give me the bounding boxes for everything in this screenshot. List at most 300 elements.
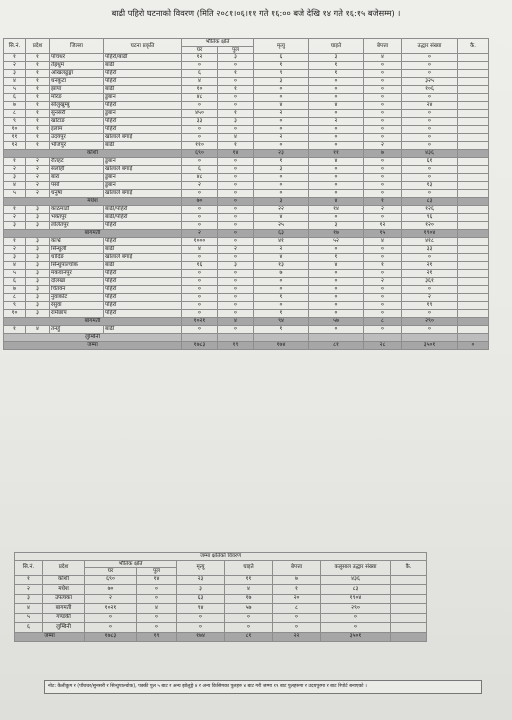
table-cell: ० (182, 134, 218, 142)
table-cell: १०२१ (85, 604, 137, 614)
table-cell: उपत्यका (43, 594, 85, 604)
table-cell: डुबान (104, 174, 182, 182)
table-row (4, 134, 489, 142)
table-cell: ४१८ (402, 238, 458, 246)
summary-row (15, 604, 427, 614)
table-cell: १ (254, 310, 309, 318)
table-cell: ९६ (402, 214, 458, 222)
table-cell: पहिरो (104, 302, 182, 310)
table-cell: ० (182, 214, 218, 222)
row-label: बागमती (4, 230, 182, 238)
table-cell: ५७ (225, 604, 273, 614)
table-cell: ३ (4, 174, 26, 182)
table-cell: १४ (309, 206, 364, 214)
table-cell: बाढी (104, 142, 182, 150)
table-cell: २२ (254, 206, 309, 214)
table-cell (458, 302, 489, 310)
table-cell: ५ (4, 86, 26, 94)
table-cell: सोलुखुम्बु (50, 102, 104, 110)
table-cell: २ (26, 174, 50, 182)
table-cell: १३ (402, 182, 458, 190)
header-remarks: कै. (458, 39, 489, 54)
table-cell: ० (254, 286, 309, 294)
table-cell: १०२१ (182, 318, 218, 326)
table-cell: ० (364, 134, 402, 142)
table-cell: सिन्धुपाल्चोक (50, 262, 104, 270)
table-cell: ० (218, 230, 254, 238)
table-cell: १ (364, 198, 402, 206)
table-cell: २ (254, 110, 309, 118)
table-cell: ० (402, 70, 458, 78)
table-cell: ४ (4, 78, 26, 86)
table-cell: ११० (182, 142, 218, 150)
table-cell: ८ (4, 294, 26, 302)
table-cell: ० (364, 326, 402, 334)
table-row (4, 126, 489, 134)
subtotal-row (4, 230, 489, 238)
table-cell: ० (402, 326, 458, 334)
table-cell: ० (177, 623, 225, 633)
table-cell: बाढी/पहिरो (104, 214, 182, 222)
table-cell: २ (254, 134, 309, 142)
table-cell: ५७ (309, 318, 364, 326)
table-cell: ४ (218, 134, 254, 142)
table-cell: ७० (85, 585, 137, 595)
table-cell: ० (309, 310, 364, 318)
table-cell: ० (309, 94, 364, 102)
table-cell: ५ (4, 270, 26, 278)
table-row (4, 326, 489, 334)
table-cell: पहिरो (104, 310, 182, 318)
table-cell: १७ (225, 594, 273, 604)
table-row (4, 94, 489, 102)
table-cell: ० (309, 286, 364, 294)
table-cell: ० (402, 118, 458, 126)
summary-header-deaths: मृत्यु (177, 560, 225, 575)
table-row (4, 294, 489, 302)
table-cell (458, 174, 489, 182)
summary-header-houses: घर (85, 568, 137, 576)
header-rescued: उद्धार संख्या (402, 39, 458, 54)
table-row (4, 54, 489, 62)
table-cell: सिन्धुली (50, 246, 104, 254)
table-cell: ० (402, 62, 458, 70)
table-cell: १ (26, 86, 50, 94)
table-cell: १९०४ (402, 230, 458, 238)
table-cell: ४ (4, 182, 26, 190)
table-cell: ० (364, 166, 402, 174)
table-cell: ० (182, 206, 218, 214)
table-cell: ओखलढुङ्गा (50, 70, 104, 78)
table-cell: २ (4, 166, 26, 174)
table-cell: ३ (309, 222, 364, 230)
table-cell (458, 158, 489, 166)
table-cell: १२० (402, 222, 458, 230)
table-cell: ३ (26, 222, 50, 230)
table-cell: बागमती (43, 604, 85, 614)
table-cell: खोलाले बगाई (104, 166, 182, 174)
table-cell (391, 632, 427, 642)
table-cell: ० (364, 78, 402, 86)
table-cell: ३ (254, 166, 309, 174)
summary-header-bridges: पुल (137, 568, 177, 576)
table-cell: ४८ (182, 94, 218, 102)
table-row (4, 238, 489, 246)
row-label: मधेश (4, 198, 182, 206)
summary-row (15, 594, 427, 604)
table-cell: १९ (402, 302, 458, 310)
table-cell (218, 334, 254, 342)
table-cell: ३५०१ (321, 632, 391, 642)
table-cell: पहिरो (104, 78, 182, 86)
table-cell: ३ (26, 286, 50, 294)
table-cell (182, 334, 218, 342)
table-cell: १ (309, 254, 364, 262)
table-cell: ४ (309, 158, 364, 166)
table-cell: डुबान (104, 110, 182, 118)
table-cell: १ (254, 326, 309, 334)
table-cell: ३ (26, 262, 50, 270)
table-row (4, 174, 489, 182)
table-cell: ७ (4, 286, 26, 294)
table-cell: २ (402, 294, 458, 302)
table-cell: रौतहट (50, 158, 104, 166)
table-cell: ० (364, 294, 402, 302)
table-cell: ० (218, 198, 254, 206)
table-row (4, 286, 489, 294)
table-cell (364, 334, 402, 342)
table-cell: ० (182, 326, 218, 334)
table-cell: पाँचथर (50, 54, 104, 62)
table-cell: २ (85, 594, 137, 604)
table-cell: बाढी (104, 246, 182, 254)
table-cell: ० (218, 62, 254, 70)
table-cell: १ (26, 70, 50, 78)
table-cell: ० (364, 246, 402, 254)
table-cell: ० (182, 278, 218, 286)
table-cell: ७० (182, 198, 218, 206)
table-cell: १ (254, 62, 309, 70)
table-cell (458, 166, 489, 174)
table-cell: २० (273, 594, 321, 604)
table-cell (458, 94, 489, 102)
table-cell: बाढी/पहिरो (104, 206, 182, 214)
table-cell: १२ (4, 142, 26, 150)
table-cell: ० (218, 94, 254, 102)
table-row (4, 142, 489, 150)
table-cell: रामेछाप (50, 310, 104, 318)
table-cell: ० (402, 134, 458, 142)
table-cell: २५ (254, 222, 309, 230)
table-cell: ० (273, 613, 321, 623)
table-cell: १ (26, 134, 50, 142)
table-cell: २ (182, 182, 218, 190)
table-cell: पहिरो (104, 222, 182, 230)
table-cell: ० (182, 302, 218, 310)
table-cell: ० (218, 78, 254, 86)
table-cell: ४ (182, 246, 218, 254)
table-body (4, 54, 489, 350)
subtotal-row (4, 318, 489, 326)
table-cell: धनकुटा (50, 78, 104, 86)
table-cell: ० (254, 94, 309, 102)
header-houses: घर (182, 46, 218, 54)
table-cell: १५ (364, 230, 402, 238)
table-cell: १६ (182, 262, 218, 270)
table-cell: ० (218, 326, 254, 334)
table-cell: १०६ (402, 86, 458, 94)
table-cell: ३३ (182, 118, 218, 126)
table-cell: ८ (273, 604, 321, 614)
table-row (4, 246, 489, 254)
table-cell: ० (218, 126, 254, 134)
table-cell: ० (309, 110, 364, 118)
table-cell: ७ (273, 575, 321, 585)
table-cell (458, 110, 489, 118)
header-province: प्रदेश (26, 39, 50, 54)
table-cell: ३ (4, 70, 26, 78)
table-cell: उदयपुर (50, 134, 104, 142)
table-cell: ० (254, 174, 309, 182)
table-cell: ५ (15, 613, 43, 623)
table-cell: ९ (4, 302, 26, 310)
summary-header-province: प्रदेश (43, 560, 85, 575)
table-cell: धनुषा (50, 190, 104, 198)
table-cell: १७ (309, 230, 364, 238)
summary-row (15, 585, 427, 595)
table-cell: ११ (225, 575, 273, 585)
table-cell: १ (218, 86, 254, 94)
table-cell: १७४ (177, 632, 225, 642)
table-cell (458, 190, 489, 198)
table-cell: ३ (4, 254, 26, 262)
table-cell: ६ (182, 70, 218, 78)
table-cell: ० (273, 623, 321, 633)
table-cell (458, 334, 489, 342)
table-cell: ० (218, 310, 254, 318)
table-cell: ० (364, 254, 402, 262)
table-cell: ० (364, 62, 402, 70)
table-cell (458, 198, 489, 206)
table-cell: ० (402, 190, 458, 198)
table-cell (458, 246, 489, 254)
table-row (4, 78, 489, 86)
table-cell: १२ (182, 54, 218, 62)
table-cell: ० (182, 102, 218, 110)
table-cell: १ (364, 262, 402, 270)
table-cell: मकवानपुर (50, 270, 104, 278)
summary-header-physical: भौतिक क्षति (85, 560, 177, 568)
table-cell: २ (182, 230, 218, 238)
table-cell (458, 238, 489, 246)
table-cell: ० (254, 126, 309, 134)
table-cell: १७८३ (182, 342, 218, 350)
table-cell: १००० (182, 238, 218, 246)
table-cell: ४ (364, 238, 402, 246)
table-cell: २ (309, 118, 364, 126)
table-cell: ३ (26, 254, 50, 262)
table-cell: ० (364, 118, 402, 126)
table-cell (458, 230, 489, 238)
table-cell: ० (254, 302, 309, 310)
table-cell: ४ (26, 326, 50, 334)
table-cell: ३ (4, 222, 26, 230)
table-cell (458, 182, 489, 190)
table-cell: १९ (137, 632, 177, 642)
table-cell: ८ (364, 318, 402, 326)
table-cell: १ (15, 575, 43, 585)
table-cell: ० (364, 70, 402, 78)
table-cell: ० (309, 278, 364, 286)
table-cell: २३ (177, 575, 225, 585)
table-cell: ० (218, 294, 254, 302)
table-cell: ३ (254, 198, 309, 206)
table-cell: ३ (26, 214, 50, 222)
table-cell: २ (26, 166, 50, 174)
table-cell: १० (4, 126, 26, 134)
row-label: जम्मा (15, 632, 85, 642)
table-cell: बाढी (104, 262, 182, 270)
table-cell: १ (4, 326, 26, 334)
table-cell: ० (218, 238, 254, 246)
table-cell: पहिरो (104, 118, 182, 126)
table-cell: कोशी (43, 575, 85, 585)
table-row (4, 158, 489, 166)
table-cell: ० (402, 54, 458, 62)
table-cell (309, 334, 364, 342)
table-cell: ० (402, 174, 458, 182)
table-cell: ७ (4, 102, 26, 110)
table-cell: ६३ (254, 230, 309, 238)
table-cell (254, 334, 309, 342)
table-cell: ० (218, 158, 254, 166)
table-cell: ९४ (254, 318, 309, 326)
table-cell (391, 585, 427, 595)
table-cell: पहिरो/बाढी (104, 54, 182, 62)
row-label: लुम्बिनी (4, 334, 182, 342)
table-cell: १७८३ (85, 632, 137, 642)
table-cell: ३ (218, 118, 254, 126)
table-cell: पहिरो (104, 278, 182, 286)
table-cell: ० (225, 623, 273, 633)
table-cell: पहिरो (104, 270, 182, 278)
table-row (4, 206, 489, 214)
table-cell: २४ (402, 102, 458, 110)
table-cell: ० (218, 270, 254, 278)
table-cell: ५२ (309, 238, 364, 246)
table-cell: ४३६ (402, 150, 458, 158)
table-cell: ० (364, 110, 402, 118)
header-serial: सि.नं. (4, 39, 26, 54)
table-row (4, 262, 489, 270)
summary-header-injured: घाइते (225, 560, 273, 575)
table-cell: पर्सा (50, 182, 104, 190)
table-cell: ८३ (321, 585, 391, 595)
table-cell: ० (137, 594, 177, 604)
table-cell: २९० (402, 318, 458, 326)
table-cell: काठमाडौं (50, 206, 104, 214)
table-cell (458, 126, 489, 134)
table-cell: ३ (26, 278, 50, 286)
table-cell: ४ (218, 318, 254, 326)
table-cell: खोलाले बगाई (104, 254, 182, 262)
table-cell: २ (4, 62, 26, 70)
table-cell: ६९० (182, 150, 218, 158)
flood-landslide-event-table (3, 38, 489, 350)
table-cell: ० (364, 158, 402, 166)
table-cell: ४ (309, 102, 364, 110)
table-cell: ० (309, 326, 364, 334)
table-cell: ० (402, 142, 458, 150)
table-cell: २ (364, 206, 402, 214)
table-cell: ४३६ (321, 575, 391, 585)
table-cell: काभ्रे (50, 238, 104, 246)
table-row (4, 214, 489, 222)
table-cell: ४१ (254, 238, 309, 246)
table-cell: १ (4, 158, 26, 166)
table-cell: ० (182, 126, 218, 134)
table-cell: ० (137, 585, 177, 595)
table-cell: ० (218, 222, 254, 230)
table-cell: ३ (309, 54, 364, 62)
table-cell: ० (309, 302, 364, 310)
table-cell: २ (26, 158, 50, 166)
table-cell: लुम्बिनी (43, 623, 85, 633)
table-cell: ० (182, 254, 218, 262)
table-cell: गण्डकी (43, 613, 85, 623)
summary-title: जम्मा क्षतिको विवरण (15, 553, 427, 561)
table-cell: मोरङ (50, 94, 104, 102)
header-physical-damage: भौतिक क्षति (182, 39, 254, 47)
table-cell (458, 222, 489, 230)
table-cell: ० (321, 623, 391, 633)
table-cell: ० (309, 270, 364, 278)
table-cell: ८१ (225, 632, 273, 642)
table-cell (458, 142, 489, 150)
table-cell: ८ (4, 110, 26, 118)
table-cell: १० (4, 310, 26, 318)
table-row (4, 182, 489, 190)
table-cell: ० (137, 623, 177, 633)
table-cell: ० (218, 286, 254, 294)
table-cell: १ (218, 70, 254, 78)
table-cell: ० (364, 302, 402, 310)
table-cell: १४ (137, 575, 177, 585)
subtotal-row (4, 334, 489, 342)
summary-total-row (15, 632, 427, 642)
table-cell: खोलाले बगाई (104, 190, 182, 198)
table-cell: ० (182, 62, 218, 70)
table-cell: पहिरो (104, 286, 182, 294)
summary-row (15, 613, 427, 623)
table-cell: ३ (26, 270, 50, 278)
table-cell: ३६१ (402, 278, 458, 286)
table-cell: २ (254, 246, 309, 254)
table-cell: ८३ (402, 198, 458, 206)
table-cell: ० (218, 182, 254, 190)
table-cell (458, 278, 489, 286)
table-cell: ३ (254, 78, 309, 86)
table-cell: २१ (402, 262, 458, 270)
table-cell: ० (218, 278, 254, 286)
table-cell: पहिरो (104, 126, 182, 134)
table-cell: ० (309, 182, 364, 190)
table-cell: १ (254, 158, 309, 166)
table-cell: बाढी (104, 326, 182, 334)
table-cell (391, 604, 427, 614)
row-label: जम्मा (4, 342, 182, 350)
summary-header-rescued: कलुसाल उद्धार संख्या (321, 560, 391, 575)
